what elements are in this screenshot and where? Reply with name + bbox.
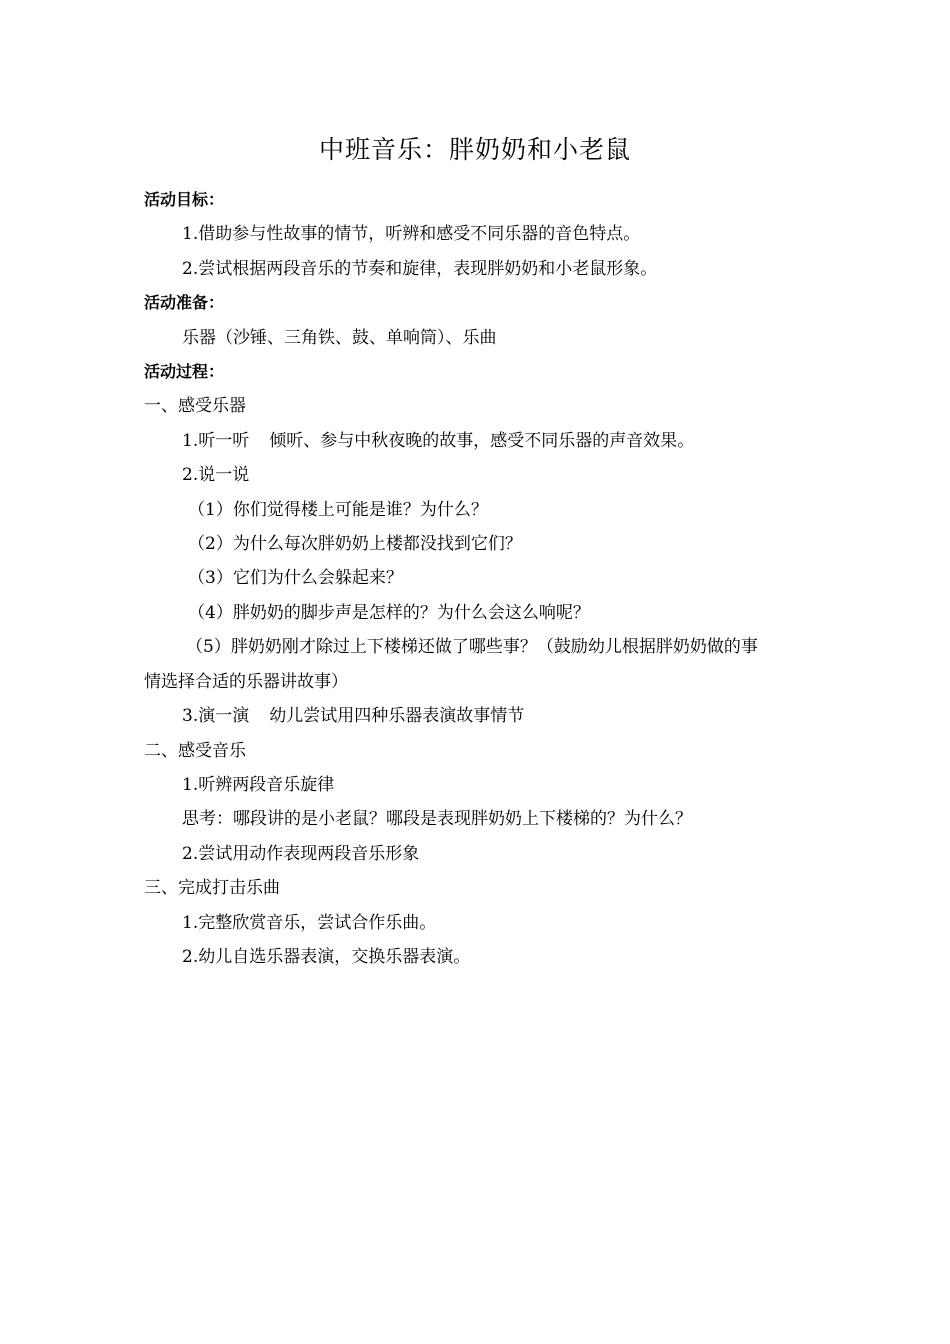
section-1-item-1 (144, 424, 814, 458)
section-1-item-1-text: 倾听、参与中秋夜晚的故事，感受不同乐器的声音效果。 (269, 430, 695, 451)
prep-heading: 活动准备： (144, 293, 225, 313)
page-title: 中班音乐：胖奶奶和小老鼠 (318, 135, 631, 164)
section-3-item-1: 1.完整欣赏音乐，尝试合作乐曲。 (182, 912, 437, 933)
section-1-title: 一、感受乐器 (144, 396, 246, 417)
document-body (144, 183, 814, 974)
section-1-item-3-label: 3.演一演 (182, 706, 250, 727)
question-4: （4）胖奶奶的脚步声是怎样的？为什么会这么响呢？ (188, 602, 590, 623)
question-5-line-1: （5）胖奶奶刚才除过上下楼梯还做了哪些事？（鼓励幼儿根据胖奶奶做的事 (186, 637, 758, 658)
goals-heading: 活动目标： (144, 190, 225, 209)
section-1-item-3-text: 幼儿尝试用四种乐器表演故事情节 (269, 706, 525, 727)
section-3-title: 三、完成打击乐曲 (144, 878, 280, 899)
question-1: （1）你们觉得楼上可能是谁？为什么？ (188, 499, 488, 520)
goal-item-2: 2.尝试根据两段音乐的节奏和旋律，表现胖奶奶和小老鼠形象。 (182, 258, 658, 279)
section-1-item-1-label: 1.听一听 (182, 430, 250, 451)
section-2-item-1: 1.听辨两段音乐旋律 (182, 774, 335, 795)
section-1-item-3 (144, 699, 814, 733)
section-3-item-2: 2.幼儿自选乐器表演，交换乐器表演。 (182, 946, 471, 967)
question-3: （3）它们为什么会躲起来？ (188, 568, 403, 589)
section-1-item-2: 2.说一说 (182, 465, 250, 486)
question-2: （2）为什么每次胖奶奶上楼都没找到它们？ (188, 534, 522, 555)
section-2-title: 二、感受音乐 (144, 740, 246, 761)
section-2-item-2: 2.尝试用动作表现两段音乐形象 (182, 843, 420, 864)
process-heading: 活动过程： (144, 362, 225, 382)
goal-item-1: 1.借助参与性故事的情节，听辨和感受不同乐器的音色特点。 (182, 224, 641, 245)
section-2-think: 思考：哪段讲的是小老鼠？哪段是表现胖奶奶上下楼梯的？为什么？ (182, 809, 692, 830)
prep-text: 乐器（沙锤、三角铁、鼓、单响筒）、乐曲 (182, 327, 497, 348)
question-5-line-2: 情选择合适的乐器讲故事） (144, 671, 348, 692)
